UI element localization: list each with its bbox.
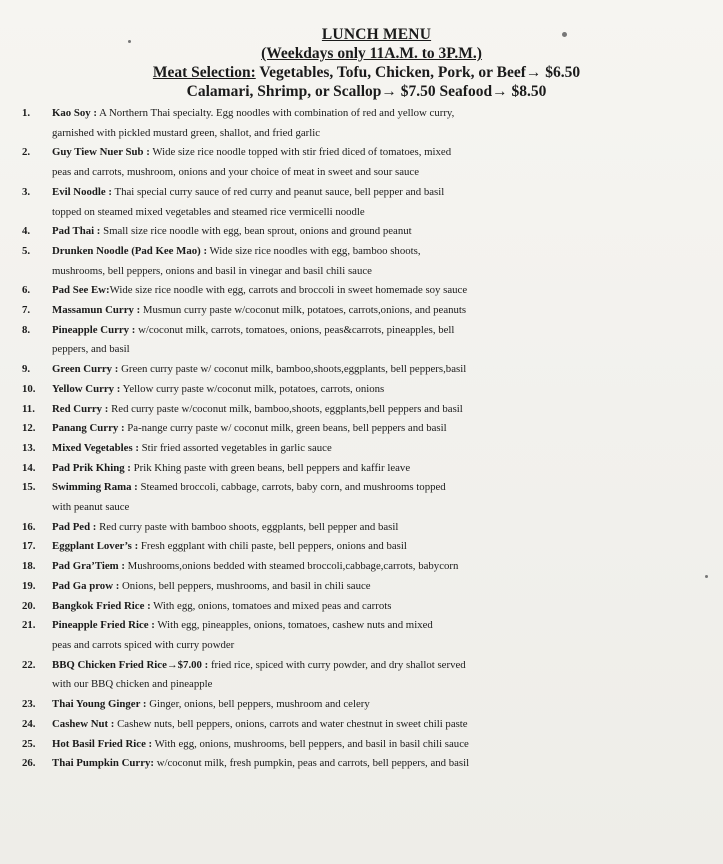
item-name: Thai Pumpkin Curry: bbox=[52, 757, 154, 770]
item-description-continued: garnished with pickled mustard green, shallot, and fried garlic bbox=[52, 126, 321, 139]
menu-item bbox=[22, 537, 722, 557]
item-name: Pad See Ew: bbox=[52, 284, 110, 297]
menu-item bbox=[22, 183, 722, 222]
item-line bbox=[52, 321, 722, 341]
item-number: 1. bbox=[22, 107, 31, 119]
menu-item bbox=[22, 104, 722, 143]
menu-item bbox=[22, 143, 722, 182]
item-description: Small size rice noodle with egg, bean sprout, onions and ground peanut bbox=[100, 225, 412, 238]
menu-item bbox=[22, 577, 722, 597]
item-line bbox=[52, 616, 722, 636]
item-number: 4. bbox=[22, 225, 31, 238]
menu-item bbox=[22, 616, 722, 655]
item-name: Kao Soy : bbox=[52, 107, 97, 119]
menu-item bbox=[22, 597, 722, 617]
item-line bbox=[52, 360, 722, 380]
item-line bbox=[52, 400, 722, 420]
item-number: 19. bbox=[22, 579, 36, 592]
item-name: Yellow Curry : bbox=[52, 382, 121, 395]
item-name: Red Curry : bbox=[52, 402, 109, 415]
item-line bbox=[52, 222, 722, 242]
item-description: Green curry paste w/ coconut milk, bamboo,shoots,eggplants, bell peppers,basil bbox=[118, 363, 467, 376]
menu-item bbox=[22, 360, 722, 380]
item-description: Mushrooms,onions bedded with steamed broccoli,cabbage,carrots, babycorn bbox=[124, 560, 459, 573]
item-line bbox=[52, 754, 722, 774]
item-description: With egg, onions, mushrooms, bell peppers, and basil in basil chili sauce bbox=[152, 737, 469, 750]
item-line bbox=[52, 597, 722, 617]
item-name: Panang Curry : bbox=[52, 422, 125, 435]
item-number: 5. bbox=[22, 244, 31, 257]
item-name: Bangkok Fried Rice : bbox=[52, 599, 151, 612]
item-line bbox=[52, 242, 722, 262]
item-number: 25. bbox=[22, 737, 36, 750]
item-name: Thai Young Ginger : bbox=[52, 698, 147, 711]
menu-item bbox=[22, 321, 722, 360]
item-name: Guy Tiew Nuer Sub : bbox=[52, 146, 150, 159]
item-name: Eggplant Lover’s : bbox=[52, 540, 139, 553]
item-name: Pineapple Curry : bbox=[52, 323, 136, 336]
menu-item bbox=[22, 242, 722, 281]
item-number: 24. bbox=[22, 717, 36, 730]
menu-item bbox=[22, 695, 722, 715]
item-name: Pad Ped : bbox=[52, 520, 97, 533]
item-description: Wide size rice noodles with egg, bamboo shoots, bbox=[207, 244, 421, 257]
item-description-continued: with our BBQ chicken and pineapple bbox=[52, 678, 213, 691]
menu-item bbox=[22, 735, 722, 755]
item-number: 21. bbox=[22, 619, 36, 632]
item-description: A Northern Thai specialty. Egg noodles with combination of red and yellow curry, bbox=[97, 107, 455, 119]
menu-item bbox=[22, 301, 722, 321]
item-name: Pad Thai : bbox=[52, 225, 101, 238]
menu-item bbox=[22, 419, 722, 439]
item-description-continued: mushrooms, bell peppers, onions and basil in vinegar and basil chili sauce bbox=[52, 264, 372, 277]
item-name: Pineapple Fried Rice : bbox=[52, 619, 155, 632]
item-description: Thai special curry sauce of red curry and peanut sauce, bell pepper and basil bbox=[111, 185, 445, 198]
menu-item bbox=[22, 518, 722, 538]
item-number: 22. bbox=[22, 658, 36, 671]
item-number: 20. bbox=[22, 599, 36, 612]
menu-item bbox=[22, 380, 722, 400]
item-description: Musmun curry paste w/coconut milk, potatoes, carrots,onions, and peanuts bbox=[140, 304, 467, 317]
item-number: 6. bbox=[22, 284, 31, 297]
menu-item bbox=[22, 754, 722, 774]
item-line bbox=[52, 735, 722, 755]
item-description: Fresh eggplant with chili paste, bell peppers, onions and basil bbox=[138, 540, 407, 553]
item-line bbox=[52, 143, 722, 163]
meat-selection-label: Meat Selection: bbox=[152, 64, 256, 81]
item-line bbox=[52, 183, 722, 203]
menu-item bbox=[22, 715, 722, 735]
item-description: Stir fried assorted vegetables in garlic sauce bbox=[138, 441, 332, 454]
item-description: w/coconut milk, fresh pumpkin, peas and carrots, bell peppers, and basil bbox=[154, 757, 470, 770]
seafood-prices: Calamari, Shrimp, or Scallop→ $7.50 Seafood→ $8.50 bbox=[186, 83, 547, 100]
item-description-continued: with peanut sauce bbox=[52, 501, 130, 514]
item-number: 15. bbox=[22, 481, 36, 494]
item-number: 3. bbox=[22, 185, 31, 198]
item-description-continued: peas and carrots spiced with curry powder bbox=[52, 638, 235, 651]
item-number: 13. bbox=[22, 441, 36, 454]
item-number: 7. bbox=[22, 304, 31, 317]
menu-item bbox=[22, 400, 722, 420]
menu-header bbox=[0, 25, 723, 102]
item-description-continued: peppers, and basil bbox=[52, 343, 130, 356]
item-number: 9. bbox=[22, 363, 31, 376]
item-line bbox=[52, 577, 722, 597]
item-line bbox=[52, 478, 722, 498]
item-description: fried rice, spiced with curry powder, and dry shallot served bbox=[208, 658, 466, 671]
item-name: Pad Ga prow : bbox=[52, 579, 120, 592]
item-number: 8. bbox=[22, 323, 31, 336]
item-description: Cashew nuts, bell peppers, onions, carrots and water chestnut in sweet chili paste bbox=[114, 717, 468, 730]
item-line bbox=[52, 537, 722, 557]
item-description-continued: peas and carrots, mushroom, onions and your choice of meat in sweet and sour sauce bbox=[52, 166, 419, 179]
item-description: Red curry paste w/coconut milk, bamboo,shoots, eggplants,bell peppers and basil bbox=[108, 402, 463, 415]
item-number: 26. bbox=[22, 757, 36, 770]
item-name: Evil Noodle : bbox=[52, 185, 112, 198]
item-number: 2. bbox=[22, 146, 31, 159]
item-line bbox=[52, 301, 722, 321]
item-name: Pad Prik Khing : bbox=[52, 461, 131, 474]
item-number: 17. bbox=[22, 540, 36, 553]
item-description: Red curry paste with bamboo shoots, eggplants, bell pepper and basil bbox=[96, 520, 399, 533]
item-number: 14. bbox=[22, 461, 36, 474]
meat-selection-prices: Vegetables, Tofu, Chicken, Pork, or Beef→ $6.50 bbox=[255, 64, 581, 81]
item-line bbox=[52, 439, 722, 459]
item-description: Wide size rice noodle with egg, carrots and broccoli in sweet homemade soy sauce bbox=[109, 284, 468, 297]
item-name: Green Curry : bbox=[52, 363, 119, 376]
menu-item bbox=[22, 557, 722, 577]
menu-title: LUNCH MENU bbox=[321, 26, 432, 43]
item-name: Drunken Noodle (Pad Kee Mao) : bbox=[52, 244, 208, 257]
item-description: With egg, onions, tomatoes and mixed peas and carrots bbox=[150, 599, 392, 612]
item-line bbox=[52, 380, 722, 400]
item-description-continued: topped on steamed mixed vegetables and steamed rice vermicelli noodle bbox=[52, 205, 365, 218]
menu-hours: (Weekdays only 11A.M. to 3P.M.) bbox=[261, 45, 482, 62]
item-line bbox=[52, 459, 722, 479]
item-description: Yellow curry paste w/coconut milk, potatoes, carrots, onions bbox=[120, 382, 385, 395]
item-line bbox=[52, 419, 722, 439]
item-line bbox=[52, 656, 722, 676]
menu-item bbox=[22, 439, 722, 459]
item-name: Pad Gra’Tiem : bbox=[52, 560, 125, 573]
item-description: Onions, bell peppers, mushrooms, and basil in chili sauce bbox=[119, 579, 371, 592]
menu-items-list bbox=[22, 104, 722, 774]
item-description: w/coconut milk, carrots, tomatoes, onions, peas&carrots, pineapples, bell bbox=[135, 323, 455, 336]
item-description: With egg, pineapples, onions, tomatoes, cashew nuts and mixed bbox=[154, 619, 433, 632]
item-number: 12. bbox=[22, 422, 36, 435]
item-number: 16. bbox=[22, 520, 36, 533]
item-description: Prik Khing paste with green beans, bell peppers and kaffir leave bbox=[130, 461, 411, 474]
item-line bbox=[52, 695, 722, 715]
item-name: Hot Basil Fried Rice : bbox=[52, 737, 153, 750]
menu-item bbox=[22, 459, 722, 479]
item-name: Mixed Vegetables : bbox=[52, 441, 139, 454]
item-line bbox=[52, 104, 722, 124]
meat-selection bbox=[10, 63, 723, 82]
item-number: 10. bbox=[22, 382, 36, 395]
item-line bbox=[52, 518, 722, 538]
item-description: Ginger, onions, bell peppers, mushroom and celery bbox=[146, 698, 370, 711]
item-line bbox=[52, 281, 722, 301]
menu-item bbox=[22, 281, 722, 301]
item-number: 18. bbox=[22, 560, 36, 573]
menu-item bbox=[22, 478, 722, 517]
item-line bbox=[52, 557, 722, 577]
item-description: Steamed broccoli, cabbage, carrots, baby corn, and mushrooms topped bbox=[137, 481, 446, 494]
menu-item bbox=[22, 222, 722, 242]
item-description: Wide size rice noodle topped with stir fried diced of tomatoes, mixed bbox=[149, 146, 452, 159]
item-number: 11. bbox=[22, 402, 35, 415]
item-name: Swimming Rama : bbox=[52, 481, 138, 494]
item-number: 23. bbox=[22, 698, 36, 711]
menu-item bbox=[22, 656, 722, 695]
item-line bbox=[52, 715, 722, 735]
item-name: Massamun Curry : bbox=[52, 304, 141, 317]
item-name: BBQ Chicken Fried Rice→$7.00 : bbox=[52, 658, 209, 671]
item-description: Pa-nange curry paste w/ coconut milk, green beans, bell peppers and basil bbox=[124, 422, 447, 435]
item-name: Cashew Nut : bbox=[52, 717, 115, 730]
